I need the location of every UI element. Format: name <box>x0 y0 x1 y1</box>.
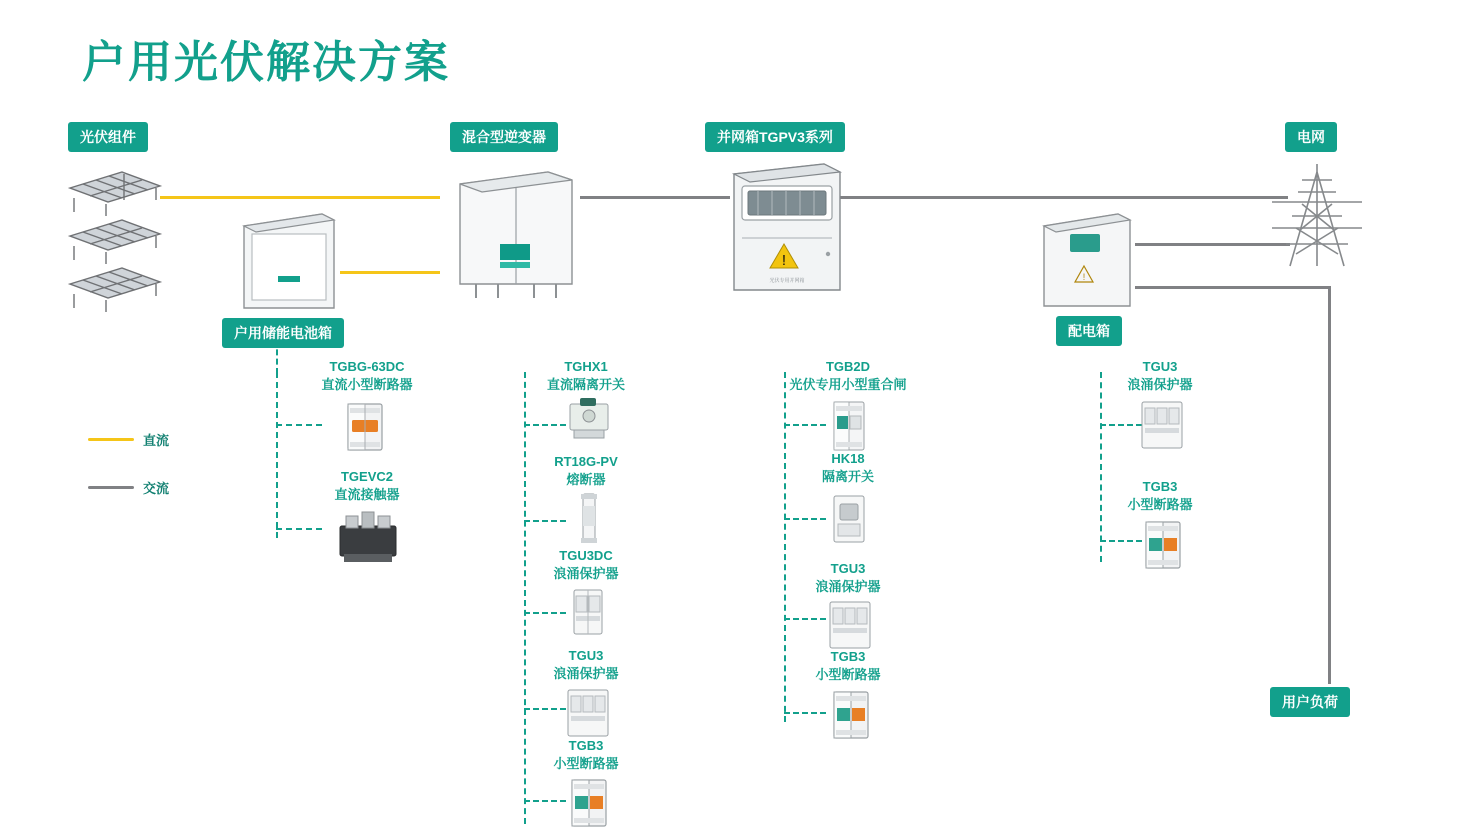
chip-power-grid[interactable]: 电网 <box>1285 122 1337 152</box>
branch-tick-gb-2 <box>784 518 826 520</box>
device-spd-3p-gridbox <box>824 598 876 654</box>
branch-tick-inv-5 <box>524 800 566 802</box>
label-rt18g-pv <box>506 453 666 488</box>
model-tgu3-gb: TGU3 <box>830 561 866 576</box>
desc-tgu3-db: 浪涌保护器 <box>1127 376 1193 392</box>
label-tgevc2 <box>287 468 447 503</box>
desc-tgevc2: 直流接触器 <box>334 486 400 502</box>
desc-tgu3-inv: 浪涌保护器 <box>553 665 619 681</box>
device-spd-3p <box>562 686 614 742</box>
device-hk18-switch <box>826 490 872 550</box>
device-mcb-2p-green-gridbox <box>824 688 878 744</box>
label-tgb2d <box>748 358 948 393</box>
model-tgu3-db: TGU3 <box>1142 359 1178 374</box>
device-recloser <box>826 398 872 456</box>
model-tgb2d: TGB2D <box>825 359 871 374</box>
legend-label-ac: 交流 <box>143 481 170 496</box>
branch-tick-gb-4 <box>784 712 826 714</box>
model-tgevc2: TGEVC2 <box>340 469 393 484</box>
desc-tgu3dc: 浪涌保护器 <box>553 565 619 581</box>
chip-hybrid-inverter[interactable]: 混合型逆变器 <box>450 122 558 152</box>
label-tgu3-gb <box>768 560 928 595</box>
device-mcb-2p-green <box>562 776 616 832</box>
label-tghx1 <box>506 358 666 393</box>
chip-user-load[interactable]: 用户负荷 <box>1270 687 1350 717</box>
device-mcb-2p-green-distbox <box>1136 518 1190 574</box>
label-tgbg-63dc <box>287 358 447 393</box>
device-spd-2p <box>566 586 610 640</box>
model-tgu3-inv: TGU3 <box>568 648 604 663</box>
branch-tick-gb-3 <box>784 618 826 620</box>
device-fuse-holder <box>572 492 606 548</box>
distribution-box-device <box>1036 206 1138 314</box>
pv-module-group <box>60 160 170 320</box>
desc-tghx1: 直流隔离开关 <box>546 376 625 392</box>
desc-tgbg-63dc: 直流小型断路器 <box>321 376 413 392</box>
svg-text:!: ! <box>781 252 787 269</box>
hybrid-inverter-device <box>452 166 580 306</box>
branch-tick-battery-1 <box>276 424 322 426</box>
svg-text:!: ! <box>1082 272 1086 282</box>
wire-battery-to-inverter-dc <box>340 271 440 274</box>
branch-tick-battery-2 <box>276 528 322 530</box>
legend-swatch-ac <box>88 486 134 489</box>
desc-rt18g-pv: 熔断器 <box>566 471 606 487</box>
chip-distribution-box[interactable]: 配电箱 <box>1056 316 1122 346</box>
label-hk18 <box>768 450 928 485</box>
device-dc-isolator <box>560 396 618 442</box>
label-tgu3-inv <box>506 647 666 682</box>
model-tgb3-db: TGB3 <box>1142 479 1178 494</box>
wire-inverter-to-gridbox-ac <box>580 196 730 199</box>
model-tgb3-inv: TGB3 <box>568 738 604 753</box>
branch-tick-gb-1 <box>784 424 826 426</box>
branch-line-battery <box>276 372 278 538</box>
branch-line-distbox <box>1100 372 1102 562</box>
model-rt18g-pv: RT18G-PV <box>554 454 618 469</box>
model-tgbg-63dc: TGBG-63DC <box>329 359 405 374</box>
desc-tgb3-gb: 小型断路器 <box>815 666 881 682</box>
branch-tick-inv-3 <box>524 612 566 614</box>
branch-tick-inv-2 <box>524 520 566 522</box>
device-dc-contactor <box>332 508 404 566</box>
device-spd-3p-distbox <box>1136 398 1188 454</box>
model-hk18: HK18 <box>831 451 865 466</box>
chip-home-battery[interactable]: 户用储能电池箱 <box>222 318 344 348</box>
desc-tgb3-db: 小型断路器 <box>1127 496 1193 512</box>
branch-tick-inv-4 <box>524 708 566 710</box>
label-tgb3-inv <box>506 737 666 772</box>
model-tgu3dc: TGU3DC <box>559 548 613 563</box>
label-tgb3-gb <box>768 648 928 683</box>
wire-distbox-to-load-v <box>1328 286 1331 684</box>
wire-pv-to-inverter-dc <box>160 196 440 199</box>
chip-pv-module[interactable]: 光伏组件 <box>68 122 148 152</box>
model-tghx1: TGHX1 <box>564 359 608 374</box>
model-tgb3-gb: TGB3 <box>830 649 866 664</box>
wire-gridbox-to-grid-ac <box>840 196 1288 199</box>
home-battery-cabinet <box>238 208 340 316</box>
desc-tgu3-gb: 浪涌保护器 <box>815 578 881 594</box>
legend-swatch-dc <box>88 438 134 441</box>
device-mcb-2p-orange <box>336 398 396 458</box>
power-grid-tower <box>1272 158 1362 276</box>
label-tgu3-db <box>1080 358 1240 393</box>
legend-label-dc: 直流 <box>143 433 170 448</box>
desc-tgb2d: 光伏专用小型重合闸 <box>789 376 907 392</box>
desc-hk18: 隔离开关 <box>821 468 874 484</box>
label-tgb3-db <box>1080 478 1240 513</box>
wire-distbox-to-grid-ac <box>1135 243 1290 246</box>
chip-grid-box[interactable]: 并网箱TGPV3系列 <box>705 122 845 152</box>
desc-tgb3-inv: 小型断路器 <box>553 755 619 771</box>
wire-distbox-to-load-h <box>1135 286 1331 289</box>
label-tgu3dc <box>506 547 666 582</box>
page-title: 户用光伏解决方案 <box>82 38 450 87</box>
svg-text:光伏专用并网箱: 光伏专用并网箱 <box>769 278 805 284</box>
grid-connection-box <box>728 160 846 302</box>
